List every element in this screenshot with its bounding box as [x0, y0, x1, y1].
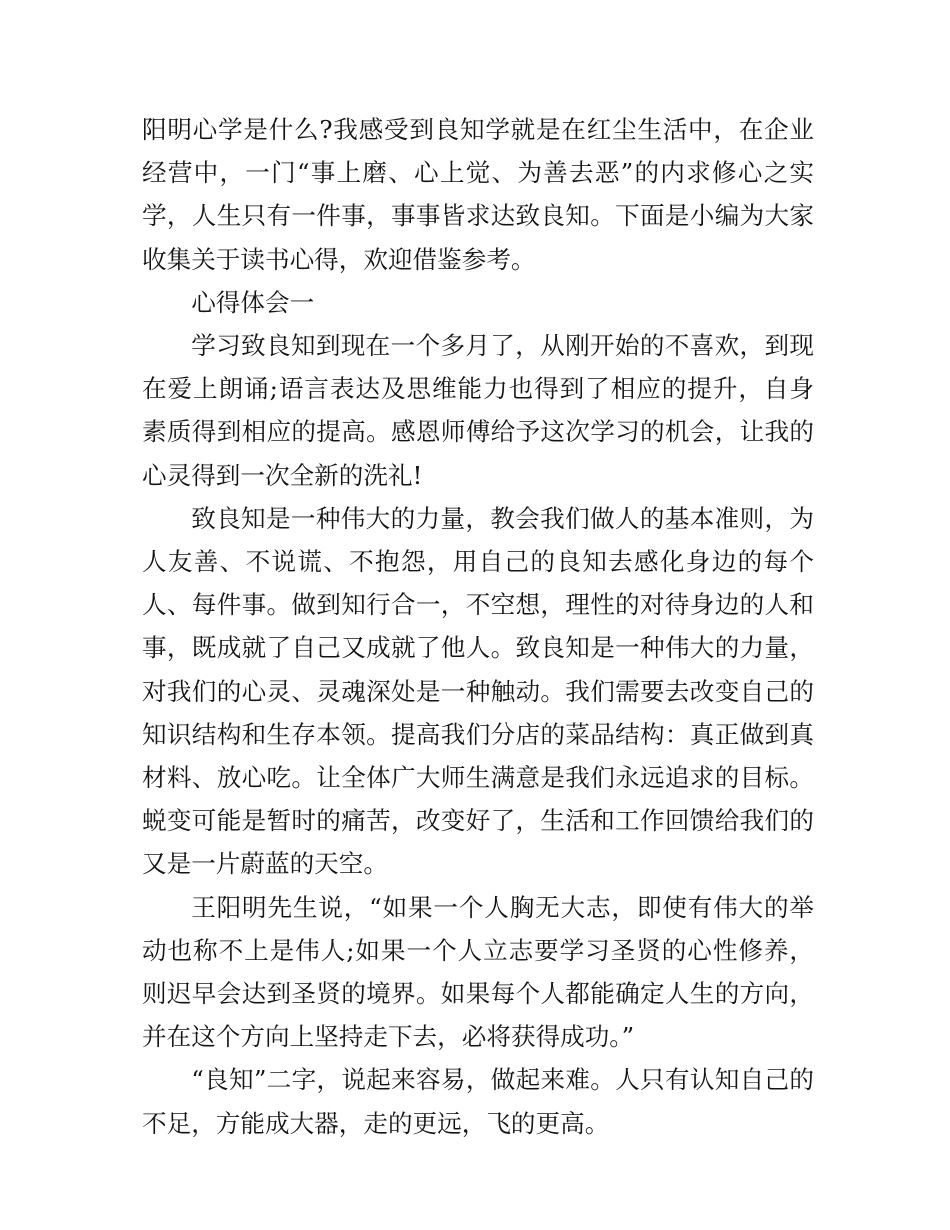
section-title: 心得体会一	[191, 287, 315, 317]
body-paragraph: 学习致良知到现在一个多月了，从刚开始的不喜欢，到现在爱上朗诵;语言表达及思维能力也得到了相应的提升，自身素质得到相应的提高。感恩师傅给予这次学习的机会，让我的心灵得到一次全新的洗礼!	[142, 331, 814, 490]
body-paragraph: 王阳明先生说，“如果一个人胸无大志，即使有伟大的举动也称不上是伟人;如果一个人立志要学习圣贤的心性修养，则迟早会达到圣贤的境界。如果每个人都能确定人生的方向，并在这个方向上坚持走下去，必将获得成功。”	[142, 892, 814, 1052]
document-page	[142, 108, 814, 1145]
body-paragraph: “良知”二字，说起来容易，做起来难。人只有认知自己的不足，方能成大器，走的更远，飞的更高。	[142, 1065, 814, 1138]
body-paragraph: 致良知是一种伟大的力量，教会我们做人的基本准则，为人友善、不说谎、不抱怨，用自己的良知去感化身边的每个人、每件事。做到知行合一，不空想，理性的对待身边的人和事，既成就了自己又成就了他人。致良知是一种伟大的力量，对我们的心灵、灵魂深处是一种触动。我们需要去改变自己的知识结构和生存本领。提高我们分店的菜品结构：真正做到真材料、放心吃。让全体广大师生满意是我们永远追求的目标。蜕变可能是暂时的痛苦，改变好了，生活和工作回馈给我们的又是一片蔚蓝的天空。	[142, 503, 814, 879]
intro-paragraph: 阳明心学是什么?我感受到良知学就是在红尘生活中，在企业经营中，一门“事上磨、心上觉、为善去恶”的内求修心之实学，人生只有一件事，事事皆求达致良知。下面是小编为大家收集关于读书心得，欢迎借鉴参考。	[142, 115, 814, 274]
